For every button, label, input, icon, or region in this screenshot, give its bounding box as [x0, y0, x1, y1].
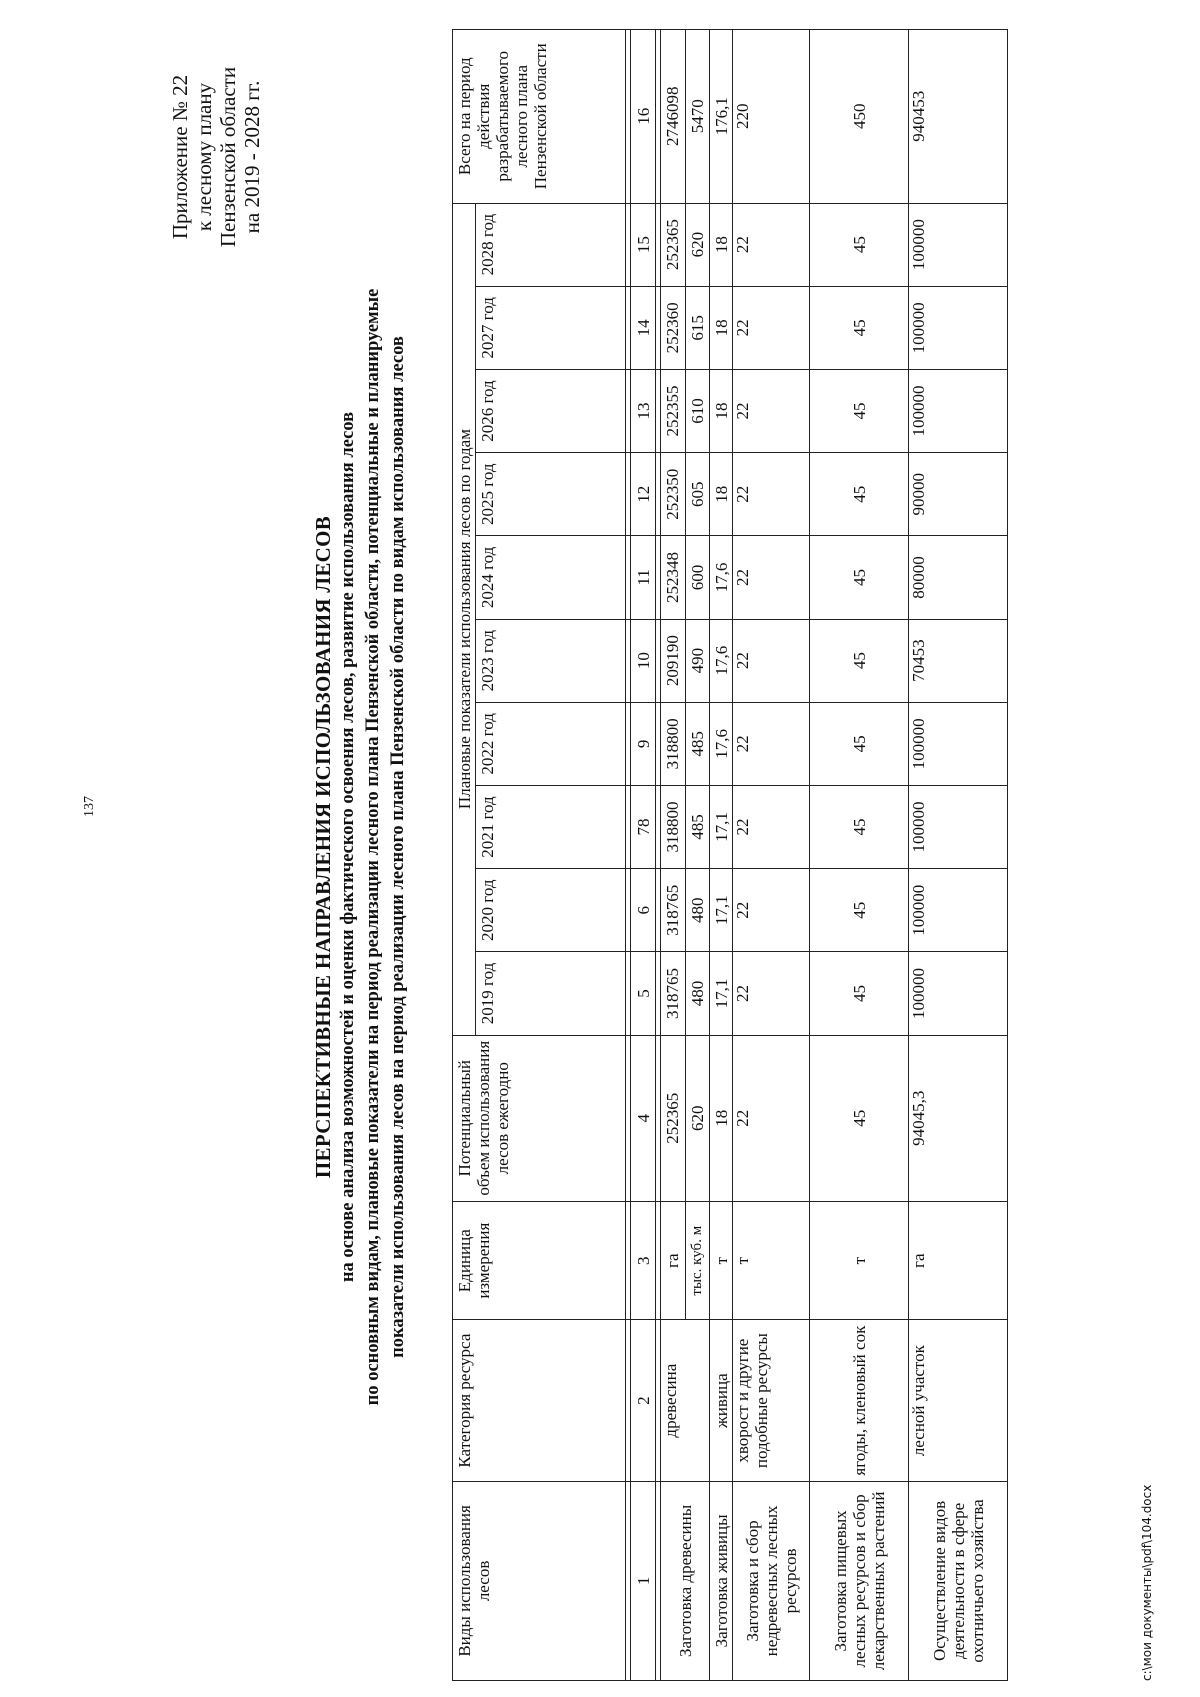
value-cell: 100000: [909, 369, 1008, 452]
value-cell: 252350: [661, 453, 686, 536]
unit-cell: га: [661, 1201, 686, 1320]
potential-cell: 22: [733, 1035, 810, 1201]
category-cell: живица: [710, 1320, 733, 1481]
value-cell: 22: [733, 619, 810, 702]
header-year: 2021 год: [476, 785, 626, 868]
value-cell: 22: [733, 369, 810, 452]
column-number: 4: [631, 1035, 656, 1201]
value-cell: 18: [710, 369, 733, 452]
value-cell: 45: [810, 785, 909, 868]
value-cell: 480: [685, 952, 710, 1035]
value-cell: 17,6: [710, 619, 733, 702]
value-cell: 45: [810, 702, 909, 785]
unit-cell: т: [810, 1201, 909, 1320]
subtitle-line: по основным видам, плановые показатели на период реализации лесного плана Пензенской области, потенциальные и планируемые: [363, 288, 383, 1406]
unit-cell: т: [733, 1201, 810, 1320]
value-cell: 209190: [661, 619, 686, 702]
column-number: 11: [631, 536, 656, 619]
value-cell: 18: [710, 453, 733, 536]
header-type: Виды использования лесов: [453, 1481, 626, 1680]
value-cell: 22: [733, 453, 810, 536]
value-cell: 318800: [661, 702, 686, 785]
category-cell: лесной участок: [909, 1320, 1008, 1481]
value-cell: 22: [733, 203, 810, 286]
value-cell: 17,1: [710, 869, 733, 952]
value-cell: 485: [685, 785, 710, 868]
title-block: [310, 97, 411, 1597]
category-cell: ягоды, кленовый сок: [810, 1320, 909, 1481]
column-number: 78: [631, 785, 656, 868]
value-cell: 100000: [909, 952, 1008, 1035]
value-cell: 252355: [661, 369, 686, 452]
unit-cell: тыс. куб. м: [685, 1201, 710, 1320]
potential-cell: 45: [810, 1035, 909, 1201]
total-cell: 450: [810, 30, 909, 204]
value-cell: 22: [733, 536, 810, 619]
table-row: [909, 30, 1008, 1681]
value-cell: 17,6: [710, 536, 733, 619]
value-cell: 252360: [661, 286, 686, 369]
unit-cell: га: [909, 1201, 1008, 1320]
value-cell: 100000: [909, 702, 1008, 785]
header-unit: Единица измерения: [453, 1201, 626, 1320]
use-type-cell: Заготовка древесины: [661, 1481, 710, 1680]
header-year: 2025 год: [476, 453, 626, 536]
value-cell: 22: [733, 785, 810, 868]
value-cell: 252348: [661, 536, 686, 619]
column-number: 1: [631, 1481, 656, 1680]
appendix-note: [168, 7, 264, 307]
value-cell: 45: [810, 369, 909, 452]
use-type-cell: Заготовка пищевых лесных ресурсов и сбор лекарственных растений: [810, 1481, 909, 1680]
value-cell: 70453: [909, 619, 1008, 702]
table-row: [733, 30, 810, 1681]
value-cell: 17,6: [710, 702, 733, 785]
value-cell: 18: [710, 286, 733, 369]
header-plan-group: Плановые показатели использования лесов по годам: [453, 203, 476, 1035]
table-row: [661, 30, 686, 1681]
value-cell: 100000: [909, 286, 1008, 369]
subtitle-line: на основе анализа возможностей и оценки фактического освоения лесов, развитие использования лесов: [338, 411, 358, 1283]
file-path: c:\мои документы\pdf\104.docx: [1140, 1484, 1154, 1681]
value-cell: 605: [685, 453, 710, 536]
value-cell: 22: [733, 869, 810, 952]
header-year: 2024 год: [476, 536, 626, 619]
column-number: 5: [631, 952, 656, 1035]
header-year: 2023 год: [476, 619, 626, 702]
value-cell: 485: [685, 702, 710, 785]
value-cell: 615: [685, 286, 710, 369]
category-cell: хворост и другие подобные ресурсы: [733, 1320, 810, 1481]
value-cell: 252365: [661, 203, 686, 286]
value-cell: 18: [710, 203, 733, 286]
value-cell: 45: [810, 952, 909, 1035]
potential-cell: 620: [685, 1035, 710, 1201]
column-number: 6: [631, 869, 656, 952]
header-year: 2028 год: [476, 203, 626, 286]
column-number: 16: [631, 30, 656, 204]
value-cell: 600: [685, 536, 710, 619]
value-cell: 45: [810, 619, 909, 702]
value-cell: 22: [733, 952, 810, 1035]
use-type-cell: Осуществление видов деятельности в сфере охотничьего хозяйства: [909, 1481, 1008, 1680]
total-cell: 176,1: [710, 30, 733, 204]
table-row: [710, 30, 733, 1681]
column-number: 13: [631, 369, 656, 452]
value-cell: 480: [685, 869, 710, 952]
column-number-row: [631, 30, 656, 1681]
page-number: 137: [82, 796, 97, 817]
value-cell: 318765: [661, 952, 686, 1035]
use-type-cell: Заготовка и сбор недревесных лесных ресурсов: [733, 1481, 810, 1680]
appendix-line: Приложение № 22: [168, 74, 192, 240]
potential-cell: 94045,3: [909, 1035, 1008, 1201]
value-cell: 100000: [909, 203, 1008, 286]
column-number: 12: [631, 453, 656, 536]
potential-cell: 18: [710, 1035, 733, 1201]
column-number: 14: [631, 286, 656, 369]
appendix-line: к лесному плану: [192, 82, 216, 232]
value-cell: 490: [685, 619, 710, 702]
page-title: ПЕРСПЕКТИВНЫЕ НАПРАВЛЕНИЯ ИСПОЛЬЗОВАНИЯ ЛЕСОВ: [311, 515, 335, 1179]
header-potential: Потенциальный объем использования лесов ежегодно: [453, 1035, 626, 1201]
column-number: 10: [631, 619, 656, 702]
header-year: 2020 год: [476, 869, 626, 952]
header-year: 2027 год: [476, 286, 626, 369]
appendix-line: на 2019 - 2028 гг.: [240, 80, 264, 234]
value-cell: 318765: [661, 869, 686, 952]
value-cell: 80000: [909, 536, 1008, 619]
header-total: Всего на период действия разрабатываемого лесного плана Пензенской области: [453, 30, 626, 204]
column-number: 2: [631, 1320, 656, 1481]
header-year: 2022 год: [476, 702, 626, 785]
value-cell: 17,1: [710, 952, 733, 1035]
total-cell: 2746098: [661, 30, 686, 204]
total-cell: 940453: [909, 30, 1008, 204]
potential-cell: 252365: [661, 1035, 686, 1201]
unit-cell: т: [710, 1201, 733, 1320]
value-cell: 45: [810, 203, 909, 286]
column-number: 9: [631, 702, 656, 785]
use-type-cell: Заготовка живицы: [710, 1481, 733, 1680]
value-cell: 17,1: [710, 785, 733, 868]
value-cell: 45: [810, 286, 909, 369]
forest-use-table: [452, 29, 1008, 1681]
value-cell: 620: [685, 203, 710, 286]
total-cell: 220: [733, 30, 810, 204]
value-cell: 318800: [661, 785, 686, 868]
category-cell: древесина: [661, 1320, 710, 1481]
appendix-line: Пензенской области: [216, 66, 240, 248]
value-cell: 45: [810, 869, 909, 952]
total-cell: 5470: [685, 30, 710, 204]
header-year: 2019 год: [476, 952, 626, 1035]
table-row: [810, 30, 909, 1681]
header-category: Категория ресурса: [453, 1320, 626, 1481]
value-cell: 90000: [909, 453, 1008, 536]
value-cell: 45: [810, 453, 909, 536]
header-year: 2026 год: [476, 369, 626, 452]
value-cell: 45: [810, 536, 909, 619]
value-cell: 22: [733, 702, 810, 785]
value-cell: 22: [733, 286, 810, 369]
value-cell: 100000: [909, 785, 1008, 868]
value-cell: 100000: [909, 869, 1008, 952]
value-cell: 610: [685, 369, 710, 452]
column-number: 3: [631, 1201, 656, 1320]
subtitle-line: показатели использования лесов на период реализации лесного плана Пензенской области по видам использования лесов: [388, 336, 408, 1358]
column-number: 15: [631, 203, 656, 286]
